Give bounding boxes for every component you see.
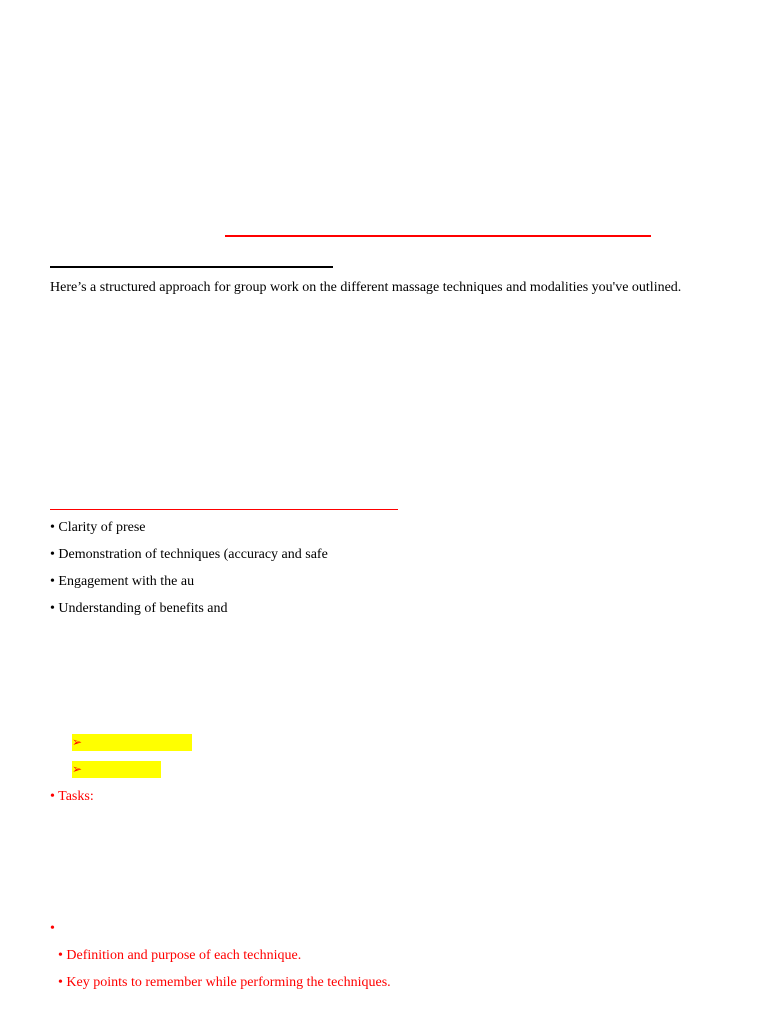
intro-paragraph: Here’s a structured approach for group work on the different massage techniques and modalities you've outlined. bbox=[50, 280, 682, 295]
lower-list-bullet: • bbox=[50, 921, 55, 936]
criteria-item-engagement: • Engagement with the au bbox=[50, 574, 195, 589]
arrow-bullet-icon: ➢ bbox=[72, 762, 83, 776]
tasks-label: • Tasks: bbox=[50, 789, 94, 804]
criteria-item-understanding: • Understanding of benefits and bbox=[50, 601, 228, 616]
red-title-underline bbox=[225, 235, 651, 237]
highlighted-list-item bbox=[72, 761, 161, 778]
red-section-underline bbox=[50, 509, 398, 510]
highlighted-list-item bbox=[72, 734, 192, 751]
black-heading-underline bbox=[50, 266, 333, 268]
arrow-bullet-icon: ➢ bbox=[72, 735, 83, 749]
list-item-key-points: • Key points to remember while performing the techniques. bbox=[58, 975, 391, 990]
criteria-item-demonstration: • Demonstration of techniques (accuracy and safe bbox=[50, 547, 328, 562]
list-item-definition: • Definition and purpose of each technique. bbox=[58, 948, 302, 963]
criteria-item-clarity: • Clarity of prese bbox=[50, 520, 146, 535]
